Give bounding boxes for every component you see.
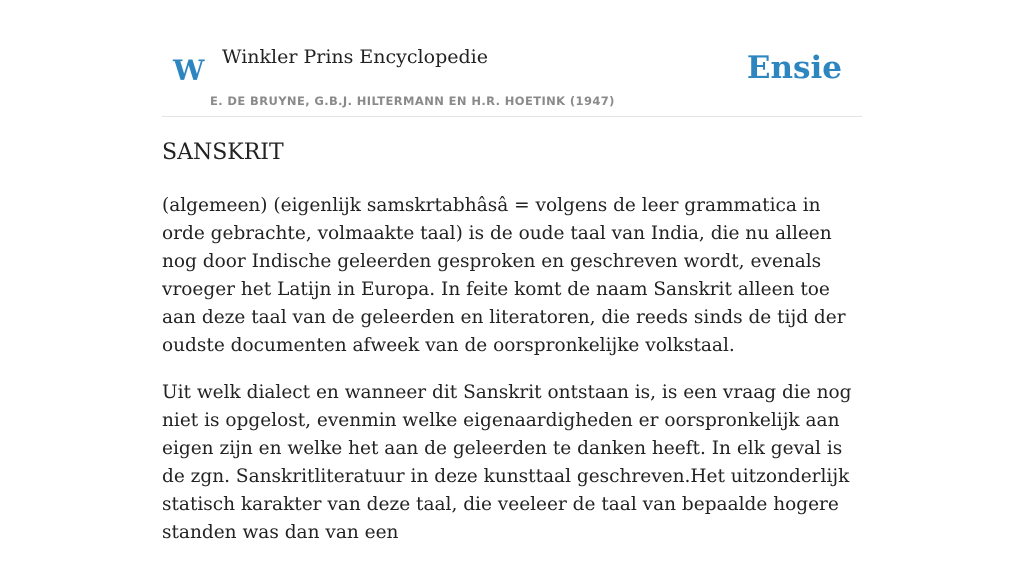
publication-authors: E. DE BRUYNE, G.B.J. HILTERMANN EN H.R. HOETINK (1947) bbox=[210, 94, 615, 108]
entry-title: SANSKRIT bbox=[162, 140, 284, 165]
entry-paragraph-1: (algemeen) (eigenlijk samskrtabhâsâ = volgens de leer grammatica in orde gebrachte, volmaakte taal) is de oude taal van India, die nu alleen nog door Indische geleerden gesproken en geschreven wordt, evenals vroeger het Latijn in Europa. In feite komt de naam Sanskrit alleen toe aan deze taal van de geleerden en literatoren, die reeds sinds de tijd der oudste documenten afweek van de oorspronkelijke volkstaal. bbox=[162, 195, 846, 356]
entry-paragraph-2: Uit welk dialect en wanneer dit Sanskrit ontstaan is, is een vraag die nog niet is opgelost, evenmin welke eigenaardigheden er oorspronkelijk aan eigen zijn en welke het aan de geleerden te danken heeft. In elk geval is de zgn. Sanskritliteratuur in deze kunsttaal geschreven.Het uitzonderlijk statisch karakter van deze taal, die veeleer de taal van bepaalde hogere standen was dan van een bbox=[162, 382, 852, 543]
winkler-prins-logo[interactable]: W bbox=[173, 54, 205, 87]
publication-title[interactable]: Winkler Prins Encyclopedie bbox=[222, 46, 488, 68]
ensie-logo[interactable]: Ensie bbox=[746, 50, 842, 86]
site-header bbox=[162, 0, 862, 117]
entry-content bbox=[162, 192, 862, 566]
